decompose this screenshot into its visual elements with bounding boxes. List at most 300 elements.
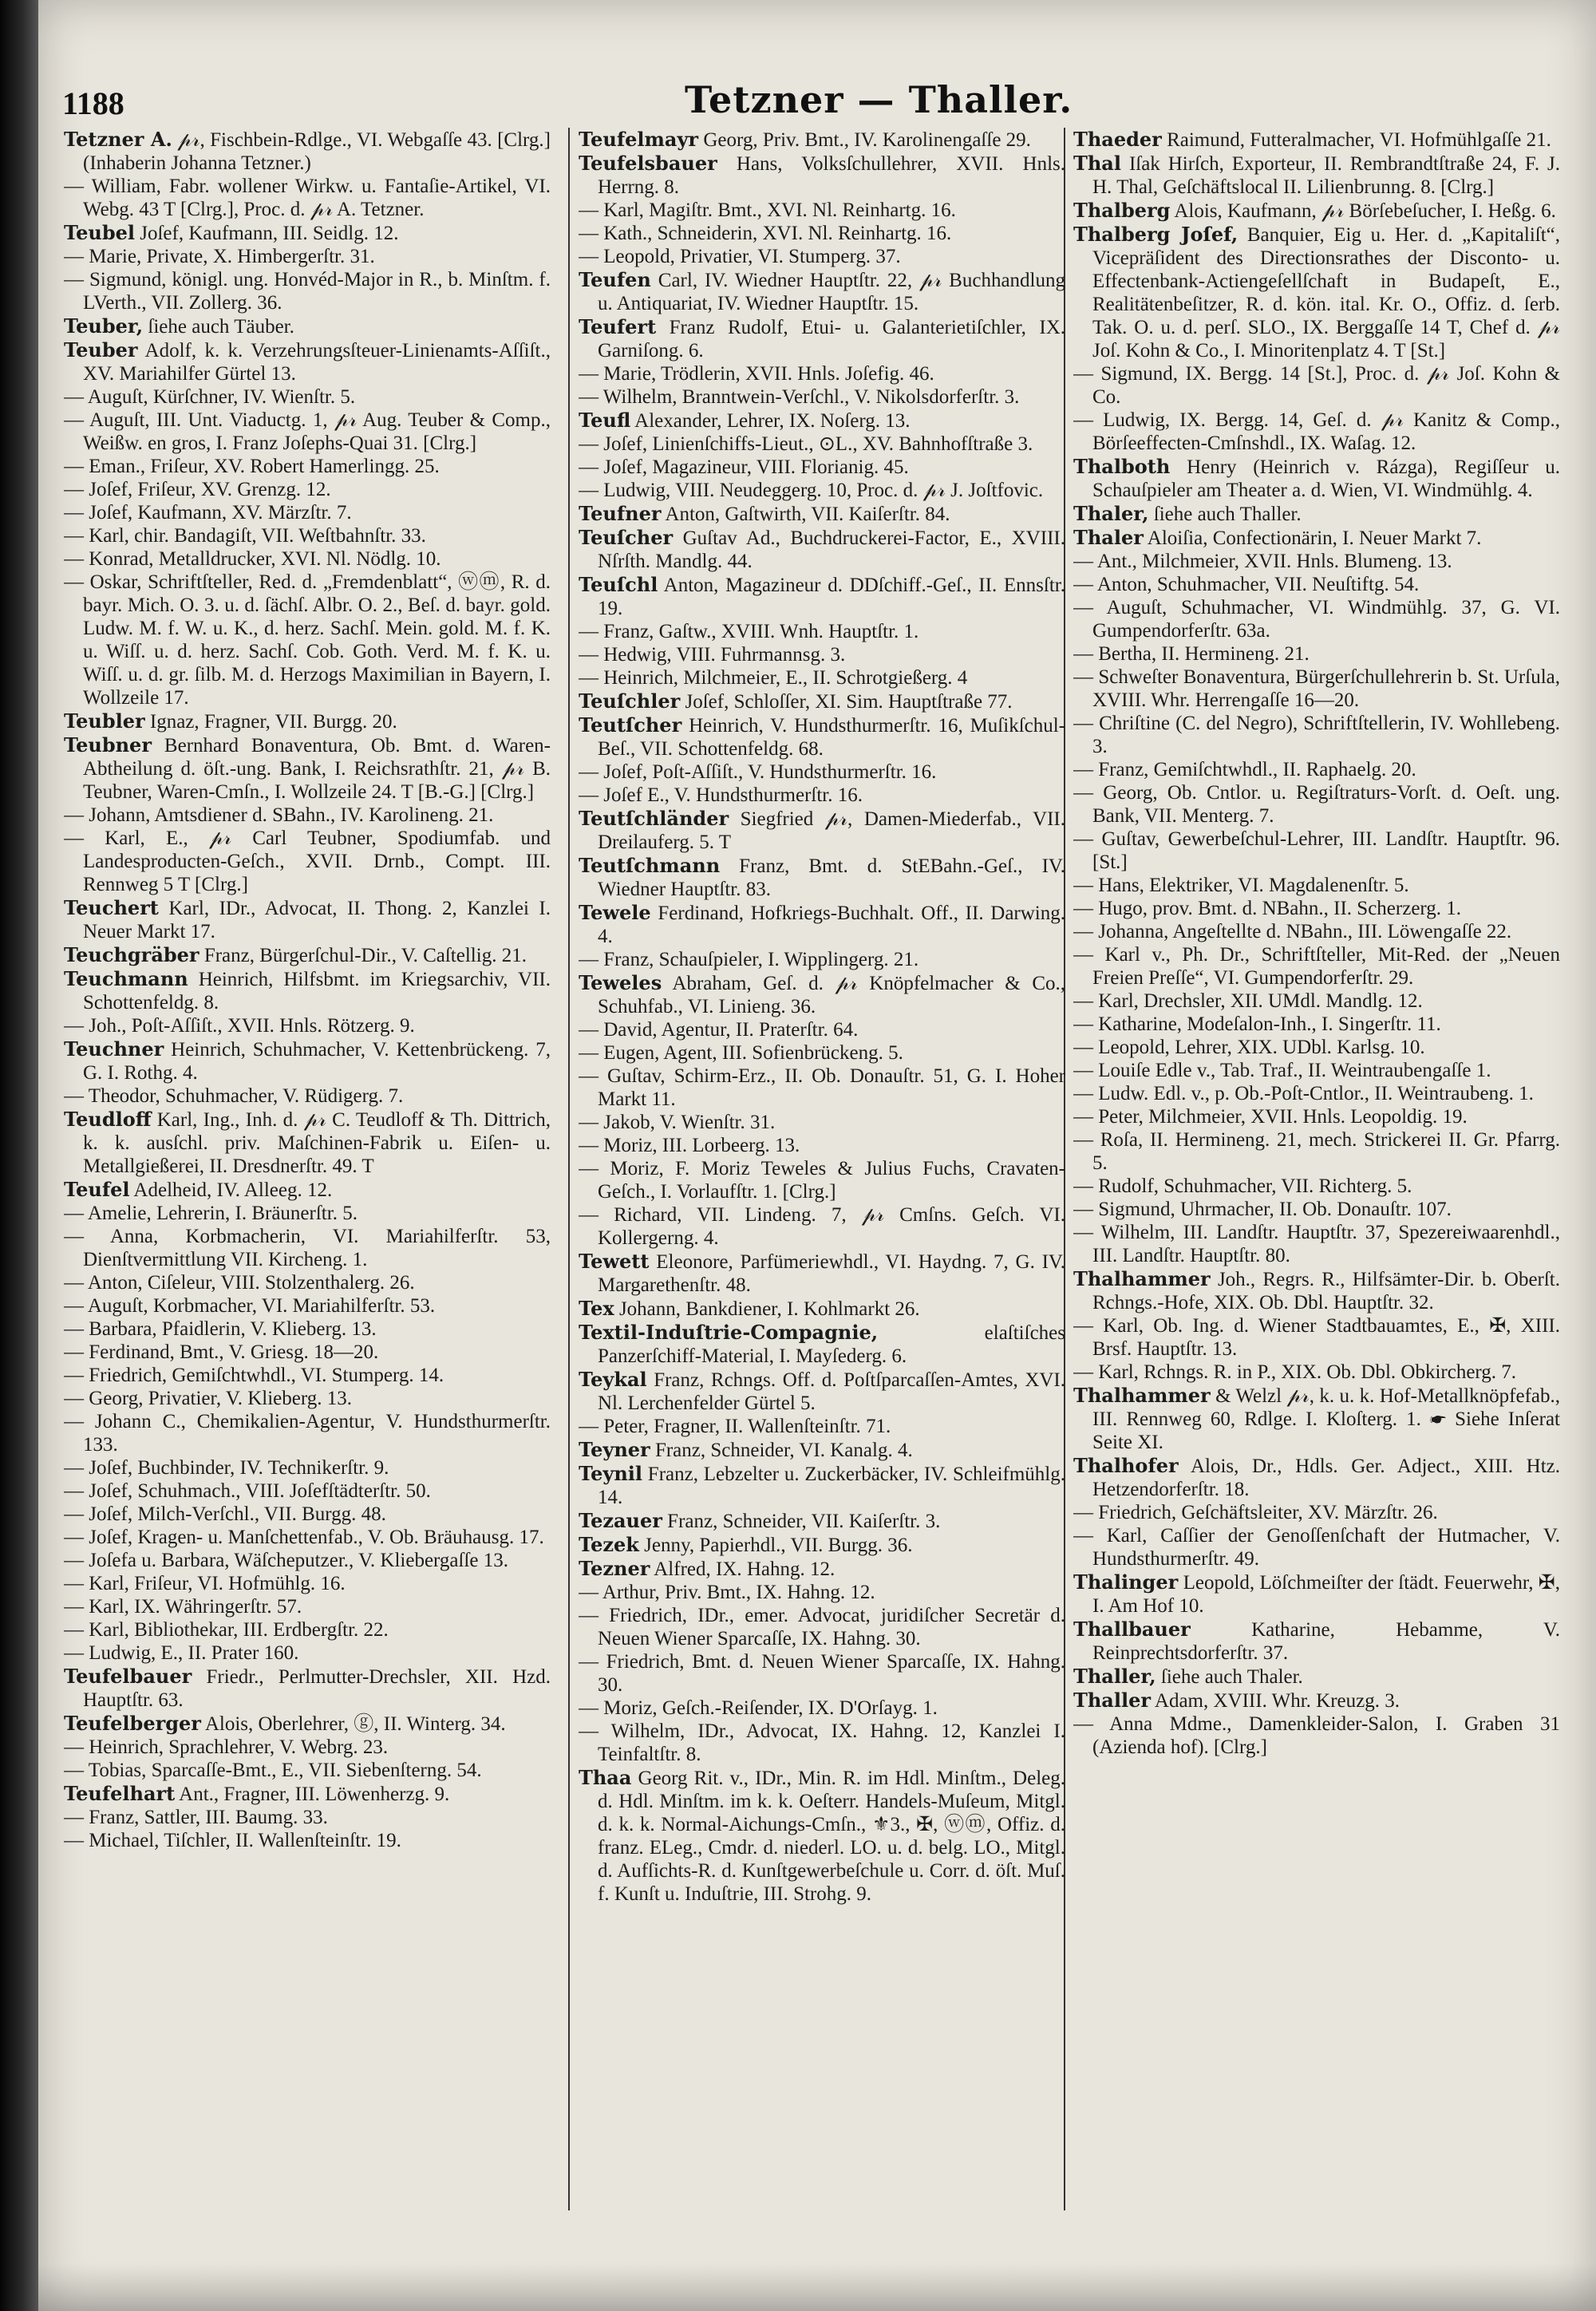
directory-entry <box>64 1108 551 1178</box>
entry-surname: Tezner <box>579 1557 650 1580</box>
entry-surname: Teubner <box>64 733 152 757</box>
entry-details: — Marie, Private, X. Himbergerſtr. 31. <box>64 246 375 267</box>
directory-entry <box>1073 920 1560 943</box>
entry-details: — Joſef, Friſeur, XV. Grenzg. 12. <box>64 479 331 500</box>
entry-details: — Joſef, Magazineur, VIII. Florianig. 45. <box>579 456 909 478</box>
entry-details: — Eugen, Agent, III. Sofienbrückeng. 5. <box>579 1042 903 1064</box>
entry-details: Heinrich, Hilfsbmt. im Kriegsarchiv, VII. Schottenfeldg. 8. <box>83 969 551 1013</box>
directory-entry <box>1073 573 1560 596</box>
directory-entry <box>1073 1384 1560 1454</box>
directory-entry <box>64 1526 551 1549</box>
column-1 <box>64 128 551 2282</box>
entry-surname: Textil-Induſtrie-Compagnie, <box>579 1321 879 1344</box>
entry-details: Adam, XVIII. Whr. Kreuzg. 3. <box>1154 1690 1400 1712</box>
entry-surname: Thaller <box>1073 1689 1152 1712</box>
entry-details: — Ant., Milchmeier, XVII. Hnls. Blumeng. 13. <box>1073 551 1452 572</box>
entry-details: Abraham, Geſ. d. 𝓅𝓇 Knöpfelmacher & Co., Schuhfab., VI. Linieng. 36. <box>598 973 1065 1017</box>
entry-details: Ferdinand, Hofkriegs-Buchhalt. Off., II. Darwing. 4. <box>598 903 1065 947</box>
directory-entry <box>64 896 551 943</box>
entry-surname: Teufelbauer <box>64 1665 192 1688</box>
directory-entry <box>1073 1361 1560 1384</box>
entry-surname: Tewett <box>579 1250 650 1273</box>
directory-entry <box>64 314 551 338</box>
entry-details: — Joſef, Buchbinder, IV. Technikerſtr. 9. <box>64 1457 389 1479</box>
directory-entry <box>1073 223 1560 362</box>
directory-entry <box>579 1438 1065 1462</box>
directory-entry <box>579 385 1065 409</box>
entry-surname: Teuſchler <box>579 689 681 713</box>
directory-entry <box>1073 455 1560 502</box>
directory-entry <box>1073 666 1560 712</box>
directory-entry <box>1073 642 1560 666</box>
directory-entry <box>64 1595 551 1618</box>
entry-details: — Auguſt, Korbmacher, VI. Mariahilferſtr. 53. <box>64 1295 436 1317</box>
directory-entry <box>64 967 551 1014</box>
directory-entry <box>1073 199 1560 223</box>
directory-entry <box>1073 128 1560 152</box>
entry-details: — Karl v., Ph. Dr., Schriftſteller, Mit-Red. der „Neuen Freien Preſſe“, VI. Gumpendorferſtr. 29. <box>1073 944 1560 989</box>
entry-details: Franz, Bmt. d. StEBahn.-Geſ., IV. Wiedner Hauptſtr. 83. <box>598 855 1065 900</box>
directory-entry <box>579 1134 1065 1157</box>
entry-details: Siegfried 𝓅𝓇, Damen-Miederfab., VII. Dreilauferg. 5. T <box>598 808 1065 853</box>
scan-left-edge <box>0 0 38 2311</box>
directory-entry <box>1073 1267 1560 1314</box>
directory-entry <box>579 1065 1065 1111</box>
entry-surname: Thalberg <box>1073 199 1171 222</box>
directory-entry <box>64 221 551 245</box>
directory-entry <box>579 1557 1065 1581</box>
directory-entry <box>1073 409 1560 455</box>
directory-entry <box>1073 1665 1560 1689</box>
entry-details: — Guſtav, Gewerbeſchul-Lehrer, III. Landſtr. Hauptſtr. 96. [St.] <box>1073 828 1560 873</box>
entry-details: — Hedwig, VIII. Fuhrmannsg. 3. <box>579 644 846 666</box>
directory-entry <box>579 643 1065 666</box>
directory-entry <box>64 709 551 733</box>
entry-details: — Auguſt, III. Unt. Viaductg. 1, 𝓅𝓇 Aug. Teuber & Comp., Weißw. en gros, I. Franz Joſephs-Quai 31. [Clrg.] <box>64 409 551 454</box>
directory-entry <box>1073 1105 1560 1128</box>
directory-entry <box>64 1641 551 1665</box>
entry-details: — Michael, Tiſchler, II. Wallenſteinſtr. 19. <box>64 1830 401 1851</box>
entry-details: — Anna, Korbmacherin, VI. Mariahilferſtr. 53, Dienſtvermittlung VII. Kircheng. 1. <box>64 1226 551 1270</box>
directory-entry <box>579 526 1065 573</box>
entry-details: — Leopold, Lehrer, XIX. UDbl. Karlsg. 10. <box>1073 1037 1425 1058</box>
entry-details: Franz Rudolf, Etui- u. Galanterietiſchler, IX. Garniſong. 6. <box>598 317 1065 361</box>
directory-entry <box>579 689 1065 713</box>
entry-details: — Sigmund, Uhrmacher, II. Ob. Donauſtr. 107. <box>1073 1199 1452 1220</box>
entry-details: — Hugo, prov. Bmt. d. NBahn., II. Scherzerg. 1. <box>1073 898 1462 919</box>
entry-surname: Thalboth <box>1073 455 1171 478</box>
entry-surname: Teuchner <box>64 1037 164 1061</box>
entry-details: Franz, Schneider, VII. Kaiſerſtr. 3. <box>667 1511 941 1532</box>
directory-entry <box>64 1618 551 1641</box>
entry-details: — Marie, Trödlerin, XVII. Hnls. Joſefig. 46. <box>579 363 934 385</box>
directory-entry <box>579 807 1065 854</box>
entry-details: — Hans, Elektriker, VI. Magdalenenſtr. 5. <box>1073 875 1409 896</box>
entry-surname: Teuchgräber <box>64 943 200 966</box>
entry-details: — Joſef, Kaufmann, XV. Märzſtr. 7. <box>64 502 352 523</box>
entry-details: — Karl, IX. Währingerſtr. 57. <box>64 1596 302 1618</box>
directory-entry <box>64 804 551 827</box>
page-number: 1188 <box>62 85 124 121</box>
entry-details: Henry (Heinrich v. Rázga), Regiſſeur u. Schauſpieler am Theater a. d. Wien, VI. Windmühlg. 4. <box>1092 456 1560 501</box>
directory-entry <box>64 1479 551 1503</box>
column-3 <box>1073 128 1560 2282</box>
entry-details: & Welzl 𝓅𝓇, k. u. k. Hof-Metallknöpfefab., III. Rennweg 60, Rdlge. I. Kloſterg. 1. ☛ Siehe Inſerat Seite XI. <box>1092 1385 1560 1453</box>
directory-entry <box>64 1503 551 1526</box>
directory-entry <box>1073 1082 1560 1105</box>
entry-surname: Tezek <box>579 1533 639 1556</box>
directory-entry <box>579 1157 1065 1203</box>
directory-entry <box>579 245 1065 268</box>
entry-details: — Tobias, Sparcaſſe-Bmt., E., VII. Siebenſterng. 54. <box>64 1760 482 1781</box>
directory-entry <box>1073 897 1560 920</box>
entry-details: Eleonore, Parfümeriewhdl., VI. Haydng. 7, G. IV. Margarethenſtr. 48. <box>598 1251 1065 1296</box>
entry-details: Georg, Priv. Bmt., IV. Karolinengaſſe 29. <box>703 129 1031 151</box>
entry-surname: Teufelmayr <box>579 128 699 151</box>
directory-entry <box>579 479 1065 502</box>
entry-surname: Tewele <box>579 901 651 924</box>
entry-details: — Kath., Schneiderin, XVI. Nl. Reinhartg. 16. <box>579 223 952 244</box>
directory-entry <box>64 1782 551 1806</box>
entry-details: — Peter, Milchmeier, XVII. Hnls. Leopoldig. 19. <box>1073 1106 1468 1128</box>
entry-surname: Teuchmann <box>64 967 188 990</box>
directory-entry <box>1073 502 1560 526</box>
directory-entry <box>1073 1618 1560 1665</box>
directory-entry <box>1073 550 1560 573</box>
directory-entry <box>64 1037 551 1084</box>
entry-surname: Thal <box>1073 152 1121 175</box>
entry-surname: Tezauer <box>579 1509 662 1532</box>
entry-surname: Teutſchländer <box>579 807 729 830</box>
entry-details: — Anna Mdme., Damenkleider-Salon, I. Graben 31 (Azienda hof). [Clrg.] <box>1073 1713 1560 1758</box>
entry-details: — Leopold, Privatier, VI. Stumperg. 37. <box>579 246 901 267</box>
directory-entry <box>579 1462 1065 1509</box>
directory-entry <box>579 1581 1065 1604</box>
entry-details: — Wilhelm, III. Landſtr. Hauptſtr. 37, Spezereiwaarenhdl., III. Landſtr. Hauptſtr. 80. <box>1073 1222 1560 1266</box>
entry-details: — Sigmund, königl. ung. Honvéd-Major in R., b. Minſtm. f. LVerth., VII. Zollerg. 36. <box>64 269 551 314</box>
entry-details: — Wilhelm, IDr., Advocat, IX. Hahng. 12, Kanzlei I. Teinfaltſtr. 8. <box>579 1720 1065 1765</box>
directory-entry <box>64 733 551 804</box>
directory-entry <box>579 1018 1065 1041</box>
directory-entry <box>579 222 1065 245</box>
entry-details: Johann, Bankdiener, I. Kohlmarkt 26. <box>618 1298 920 1320</box>
directory-entry <box>579 433 1065 456</box>
entry-surname: Teufner <box>579 502 662 525</box>
directory-entry <box>579 1766 1065 1906</box>
directory-entry <box>64 455 551 478</box>
entry-details: — Bertha, II. Hermineng. 21. <box>1073 643 1310 665</box>
directory-entry <box>579 1720 1065 1766</box>
entry-details: — Karl, chir. Bandagiſt, VII. Weſtbahnſtr. 33. <box>64 525 426 547</box>
entry-details: — Ludwig, VIII. Neudeggerg. 10, Proc. d. 𝓅𝓇 J. Joſtfovic. <box>579 480 1044 501</box>
entry-details: Alois, Dr., Hdls. Ger. Adject., XIII. Htz. Hetzendorferſtr. 18. <box>1092 1456 1560 1500</box>
directory-entry <box>1073 1128 1560 1175</box>
entry-details: — Amelie, Lehrerin, I. Bräunerſtr. 5. <box>64 1203 358 1224</box>
entry-surname: Teuber, <box>64 314 144 338</box>
directory-entry <box>64 1202 551 1225</box>
entry-details: — Johanna, Angeſtellte d. NBahn., III. Löwengaſſe 22. <box>1073 921 1512 942</box>
entry-details: — Oskar, Schriftſteller, Red. d. „Fremdenblatt“, ⓦⓜ, R. d. bayr. Mich. O. 3. u. d. ſächſ. Albr. O. 2., Beſ. d. bayr. gold. Ludw. M. f. W. u. K., d. herz. Sachſ. Mein. gold. M. f. K. u. Wiſſ. u. d. herz. Sachſ. Cob. Goth. Verd. M. f. K. u. Wiſſ. u. d. gr. ſilb. M. d. Herzogs Maximilian in Bayern, I. Wollzeile 17. <box>64 571 551 709</box>
entry-details: Hans, Volksſchullehrer, XVII. Hnls. Herrng. 8. <box>598 153 1065 198</box>
directory-entry <box>1073 781 1560 828</box>
directory-entry <box>64 175 551 221</box>
entry-details: — Moriz, Geſch.-Reiſender, IX. D'Orſayg. 1. <box>579 1697 938 1719</box>
entry-surname: Thaeder <box>1073 128 1162 151</box>
entry-details: — Georg, Ob. Cntlor. u. Regiſtraturs-Vorſt. d. Oeſt. ung. Bank, VII. Menterg. 7. <box>1073 782 1560 827</box>
directory-entry <box>579 1250 1065 1297</box>
entry-details: ſiehe auch Thaler. <box>1160 1666 1303 1688</box>
directory-entry <box>64 943 551 967</box>
directory-entry <box>1073 526 1560 550</box>
entry-details: — Wilhelm, Branntwein-Verſchl., V. Nikolsdorferſtr. 3. <box>579 386 1020 408</box>
directory-entry <box>1073 1175 1560 1198</box>
entry-details: — Ludwig, IX. Bergg. 14, Geſ. d. 𝓅𝓇 Kanitz & Comp., Börſeeffecten-Cmſnshdl., IX. Waſag. 12. <box>1073 409 1560 454</box>
entry-details: — Joſef E., V. Hundsthurmerſtr. 16. <box>579 784 863 806</box>
entry-surname: Thalhammer <box>1073 1384 1211 1407</box>
entry-surname: Thallbauer <box>1073 1618 1191 1641</box>
directory-entry <box>579 1203 1065 1250</box>
entry-details: — Franz, Gemiſchtwhdl., II. Raphaelg. 20. <box>1073 759 1416 780</box>
column-rule <box>568 128 570 2210</box>
entry-details: — Auguſt, Kürſchner, IV. Wienſtr. 5. <box>64 386 356 408</box>
entry-details: Alfred, IX. Hahng. 12. <box>654 1558 836 1580</box>
directory-entry <box>1073 1570 1560 1618</box>
running-head: Tetzner — Thaller. <box>685 78 1073 121</box>
entry-surname: Thaa <box>579 1766 632 1789</box>
directory-entry <box>1073 1454 1560 1501</box>
directory-entry <box>579 1650 1065 1697</box>
entry-details: — Peter, Fragner, II. Wallenſteinſtr. 71. <box>579 1416 891 1437</box>
entry-details: — Joh., Poſt-Aſſiſt., XVII. Hnls. Rötzerg. 9. <box>64 1015 415 1037</box>
entry-details: Friedr., Perlmutter-Drechsler, XII. Hzd. Hauptſtr. 63. <box>83 1666 551 1711</box>
directory-entry <box>64 1410 551 1456</box>
directory-entry <box>64 1665 551 1712</box>
column-2 <box>579 128 1065 2282</box>
directory-entry <box>579 948 1065 971</box>
entry-details: — Theodor, Schuhmacher, V. Rüdigerg. 7. <box>64 1085 404 1107</box>
entry-details: — Heinrich, Milchmeier, E., II. Schrotgießerg. 4 <box>579 667 968 689</box>
entry-details: 𝓅𝓇, Fischbein-Rdlge., VI. Webgaſſe 43. [Clrg.] (Inhaberin Johanna Tetzner.) <box>83 129 551 174</box>
entry-details: Ant., Fragner, III. Löwenherzg. 9. <box>179 1784 450 1805</box>
entry-surname: Thaler, <box>1073 502 1149 525</box>
entry-details: — Karl, Bibliothekar, III. Erdbergſtr. 22. <box>64 1619 389 1641</box>
entry-details: — Schweſter Bonaventura, Bürgerſchullehrerin b. St. Urſula, XVIII. Whr. Herrengaſſe 16—20. <box>1073 666 1560 711</box>
entry-surname: Teubel <box>64 221 135 244</box>
entry-surname: Teufelberger <box>64 1712 201 1735</box>
entry-details: — Roſa, II. Hermineng. 21, mech. Strickerei II. Gr. Pfarrg. 5. <box>1073 1129 1560 1174</box>
entry-surname: Thalhammer <box>1073 1267 1211 1290</box>
directory-entry <box>64 245 551 268</box>
entry-details: — Richard, VII. Lindeng. 7, 𝓅𝓇 Cmſns. Geſch. VI. Kollergerng. 4. <box>579 1204 1065 1249</box>
entry-surname: Teufl <box>579 409 631 432</box>
directory-entry <box>64 1225 551 1271</box>
entry-surname: Thalberg Joſef, <box>1073 223 1238 246</box>
entry-details: — Karl, Drechsler, XII. UMdl. Mandlg. 12. <box>1073 990 1423 1012</box>
entry-surname: Teufert <box>579 315 657 338</box>
entry-details: — Georg, Privatier, V. Klieberg. 13. <box>64 1388 352 1409</box>
directory-entry <box>64 1364 551 1387</box>
entry-details: Heinrich, Schuhmacher, V. Kettenbrückeng. 7, G. I. Rothg. 4. <box>83 1039 551 1084</box>
entry-details: — Anton, Schuhmacher, VII. Neuſtiftg. 54. <box>1073 574 1420 595</box>
entry-details: — Franz, Sattler, III. Baumg. 33. <box>64 1807 328 1828</box>
directory-entry <box>579 1533 1065 1557</box>
directory-entry <box>1073 596 1560 642</box>
entry-surname: Teyner <box>579 1438 650 1461</box>
entry-details: ſiehe auch Täuber. <box>148 316 294 338</box>
entry-surname: Teuſcher <box>579 526 674 549</box>
entry-details: — Moriz, F. Moriz Teweles & Julius Fuchs, Cravaten-Geſch., I. Vorlaufſtr. 1. [Clrg.] <box>579 1158 1065 1203</box>
directory-entry <box>64 1572 551 1595</box>
directory-entry <box>579 620 1065 643</box>
entry-surname: Teynil <box>579 1462 643 1485</box>
entry-surname: Teykal <box>579 1368 647 1391</box>
directory-entry <box>579 152 1065 199</box>
entry-details: — Jakob, V. Wienſtr. 31. <box>579 1112 776 1133</box>
entry-details: — Guſtav, Schirm-Erz., II. Ob. Donauſtr. 51, G. I. Hoher Markt 11. <box>579 1065 1065 1110</box>
directory-entry <box>579 854 1065 901</box>
entry-details: — Karl, Caſſier der Genoſſenſchaft der Hutmacher, V. Hundsthurmerſtr. 49. <box>1073 1525 1560 1570</box>
entry-details: — Louiſe Edle v., Tab. Traf., II. Weintraubengaſſe 1. <box>1073 1060 1491 1081</box>
directory-entry <box>64 1806 551 1829</box>
directory-entry <box>64 1829 551 1852</box>
entry-details: — Ludwig, E., II. Prater 160. <box>64 1642 299 1664</box>
directory-entry <box>64 1341 551 1364</box>
directory-entry <box>579 268 1065 315</box>
directory-entry <box>1073 1059 1560 1082</box>
directory-entry <box>1073 943 1560 990</box>
directory-entry <box>64 571 551 709</box>
directory-entry <box>1073 874 1560 897</box>
directory-entry <box>579 502 1065 526</box>
entry-details: — Joſef, Poſt-Aſſiſt., V. Hundsthurmerſtr. 16. <box>579 761 937 783</box>
entry-details: Joh., Regrs. R., Hilfsämter-Dir. b. Oberſt. Rchngs.-Hofe, XIX. Ob. Dbl. Hauptſtr. 32. <box>1092 1269 1560 1314</box>
entry-details: — Arthur, Priv. Bmt., IX. Hahng. 12. <box>579 1582 875 1603</box>
entry-details: — Auguſt, Schuhmacher, VI. Windmühlg. 37, G. VI. Gumpendorferſtr. 63a. <box>1073 597 1560 642</box>
entry-details: Joſef, Kaufmann, III. Seidlg. 12. <box>140 223 399 244</box>
entry-details: — Karl, E., 𝓅𝓇 Carl Teubner, Spodiumfab. und Landesproducten-Geſch., XVII. Drnb., Compt. III. Rennweg 5 T [Clrg.] <box>64 828 551 895</box>
entry-details: Franz, Rchngs. Off. d. Poſtſparcaſſen-Amtes, XVI. Nl. Lerchenfelder Gürtel 5. <box>598 1369 1065 1414</box>
directory-entry <box>579 1697 1065 1720</box>
entry-details: Alexander, Lehrer, IX. Noſerg. 13. <box>634 410 911 432</box>
directory-entry <box>64 268 551 314</box>
entry-surname: Teutſcher <box>579 713 682 737</box>
entry-details: — Rudolf, Schuhmacher, VII. Richterg. 5. <box>1073 1175 1412 1197</box>
entry-details: — Franz, Schauſpieler, I. Wipplingerg. 21. <box>579 949 919 970</box>
directory-entry <box>64 385 551 409</box>
directory-entry <box>64 1178 551 1202</box>
entry-details: Karl, IDr., Advocat, II. Thong. 2, Kanzlei I. Neuer Markt 17. <box>83 898 551 942</box>
directory-entry <box>1073 1713 1560 1759</box>
directory-entry <box>579 456 1065 479</box>
entry-details: — Karl, Ob. Ing. d. Wiener Stadtbauamtes, E., ✠, XIII. Brsf. Hauptſtr. 13. <box>1073 1315 1560 1360</box>
entry-details: Alois, Kaufmann, 𝓅𝓇 Börſebeſucher, I. Heßg. 6. <box>1174 200 1556 222</box>
page-header <box>62 73 1555 121</box>
entry-surname: Tetzner A. <box>64 128 172 151</box>
entry-details: Franz, Lebzelter u. Zuckerbäcker, IV. Schleifmühlg. 14. <box>598 1464 1065 1508</box>
entry-surname: Thaler <box>1073 526 1144 549</box>
entry-details: Karl, Ing., Inh. d. 𝓅𝓇 C. Teudloff & Th. Dittrich, k. k. ausſchl. priv. Maſchinen-Fabrik u. Eiſen- u. Metallgießerei, II. Dresdnerſtr. 49. T <box>83 1109 551 1177</box>
directory-entry <box>64 501 551 524</box>
entry-details: Guſtav Ad., Buchdruckerei-Factor, E., XVIII. Nſrſth. Mandlg. 44. <box>598 527 1065 572</box>
directory-entry <box>1073 1501 1560 1524</box>
directory-entry <box>579 1509 1065 1533</box>
entry-details: Anton, Magazineur d. DDſchiff.-Geſ., II. Ennsſtr. 19. <box>598 575 1065 619</box>
directory-entry <box>1073 828 1560 874</box>
directory-entry <box>579 128 1065 152</box>
entry-details: — Karl, Magiſtr. Bmt., XVI. Nl. Reinhartg. 16. <box>579 199 956 221</box>
entry-details: — Anton, Ciſeleur, VIII. Stolzenthalerg. 26. <box>64 1272 415 1294</box>
entry-details: — Karl, Rchngs. R. in P., XIX. Ob. Dbl. Obkircherg. 7. <box>1073 1361 1517 1383</box>
entry-details: Banquier, Eig u. Her. d. „Kapitaliſt“, Vicepräſident des Directionsrathes der Disconto- u. Effectenbank-Actiengeſellſchaft in Budapeſt, E., Realitätenbeſitzer, R. d. kön. ital. Kr. O., Offiz. d. ſerb. Tak. O. u. d. perſ. SLO., IX. Berggaſſe 14 T, Chef d. 𝓅𝓇 Joſ. Kohn & Co., I. Minoritenplatz 4. T [St.] <box>1092 224 1560 361</box>
directory-entry <box>579 971 1065 1018</box>
entry-details: Heinrich, V. Hundsthurmerſtr. 16, Muſikſchul-Beſ., VII. Schottenfeldg. 68. <box>598 715 1065 760</box>
entry-surname: Thaller, <box>1073 1665 1156 1688</box>
directory-entry <box>64 1759 551 1782</box>
scan-shadow <box>38 2263 1596 2311</box>
directory-entry <box>64 1084 551 1108</box>
entry-details: — Joſef, Linienſchiffs-Lieut., ⊙L., XV. Bahnhofſtraße 3. <box>579 433 1033 455</box>
entry-details: Iſak Hirſch, Exporteur, II. Rembrandtſtraße 24, F. J. H. Thal, Geſchäftslocal II. Lilienbrunng. 8. [Clrg.] <box>1092 153 1560 198</box>
directory-entry <box>579 1604 1065 1650</box>
entry-details: — Friedrich, IDr., emer. Advocat, juridiſcher Secretär d. Neuen Wiener Sparcaſſe, IX. Hahng. 30. <box>579 1605 1065 1649</box>
entry-details: — William, Fabr. wollener Wirkw. u. Fantaſie-Artikel, VI. Webg. 43 T [Clrg.], Proc. d. 𝓅𝓇 A. Tetzner. <box>64 176 551 220</box>
entry-details: Adolf, k. k. Verzehrungsſteuer-Linienamts-Aſſiſt., XV. Mariahilfer Gürtel 13. <box>83 340 551 385</box>
entry-details: Franz, Schneider, VI. Kanalg. 4. <box>654 1440 913 1461</box>
directory-entry <box>1073 1689 1560 1713</box>
directory-entry <box>64 409 551 455</box>
entry-details: — Heinrich, Sprachlehrer, V. Webrg. 23. <box>64 1736 389 1758</box>
directory-entry <box>579 1041 1065 1065</box>
entry-details: ſiehe auch Thaller. <box>1153 504 1302 525</box>
directory-entry <box>579 666 1065 689</box>
directory-entry <box>1073 1221 1560 1267</box>
entry-surname: Thalhofer <box>1073 1454 1179 1477</box>
entry-surname: Teufel <box>64 1178 130 1201</box>
directory-entry <box>1073 990 1560 1013</box>
directory-entry <box>64 478 551 501</box>
entry-details: — Johann, Amtsdiener d. SBahn., IV. Karolineng. 21. <box>64 804 494 826</box>
directory-entry <box>64 547 551 571</box>
entry-details: — Katharine, Modeſalon-Inh., I. Singerſtr. 11. <box>1073 1013 1441 1035</box>
entry-details: Georg Rit. v., IDr., Min. R. im Hdl. Minſtm., Deleg. d. Hdl. Minſtm. im k. k. Oeſterr. Handels-Muſeum, Mitgl. d. k. k. Normal-Aichungs-Cmſn., ⚜3., ✠, ⓦⓜ, Offiz. d. franz. ELeg., Cmdr. d. niederl. LO. u. d. belg. LO., Mitgl. d. Aufſichts-R. d. Kunſtgewerbeſchule u. Corr. d. öſt. Muſ. f. Kunſt u. Induſtrie, III. Strohg. 9. <box>598 1768 1065 1905</box>
directory-entry <box>579 315 1065 362</box>
directory-entry <box>579 409 1065 433</box>
entry-surname: Teweles <box>579 971 662 994</box>
entry-surname: Teufelhart <box>64 1782 176 1805</box>
entry-details: Raimund, Futteralmacher, VI. Hofmühlgaſſe 21. <box>1167 129 1551 151</box>
directory-entry <box>1073 758 1560 781</box>
entry-details: Adelheid, IV. Alleeg. 12. <box>133 1179 333 1201</box>
entry-surname: Teufelsbauer <box>579 152 717 175</box>
entry-details: — Chriſtine (C. del Negro), Schriftſtellerin, IV. Wohllebeng. 3. <box>1073 713 1560 757</box>
entry-details: — Franz, Gaſtw., XVIII. Wnh. Hauptſtr. 1. <box>579 621 919 642</box>
directory-entry <box>64 1014 551 1037</box>
entry-details: — Joſef, Schuhmach., VIII. Joſefſtädterſtr. 50. <box>64 1480 431 1502</box>
directory-entry <box>579 784 1065 807</box>
entry-details: Bernhard Bonaventura, Ob. Bmt. d. Waren-Abtheilung d. öſt.-ung. Bank, I. Reichsrathſtr. 21, 𝓅𝓇 B. Teubner, Waren-Cmſn., I. Wollzeile 24. T [B.-G.] [Clrg.] <box>83 735 551 803</box>
directory-entry <box>579 573 1065 620</box>
entry-details: — Joſef, Kragen- u. Manſchettenfab., V. Ob. Bräuhausg. 17. <box>64 1527 544 1548</box>
directory-entry <box>579 901 1065 948</box>
directory-entry <box>64 1387 551 1410</box>
entry-details: Joſef, Schloſſer, XI. Sim. Hauptſtraße 77. <box>685 691 1013 713</box>
entry-details: — Sigmund, IX. Bergg. 14 [St.], Proc. d. 𝓅𝓇 Joſ. Kohn & Co. <box>1073 363 1560 408</box>
directory-entry <box>579 199 1065 222</box>
entry-details: Franz, Bürgerſchul-Dir., V. Caſtellig. 21. <box>203 945 527 966</box>
entry-details: — Johann C., Chemikalien-Agentur, V. Hundsthurmerſtr. 133. <box>64 1411 551 1456</box>
directory-entry <box>1073 712 1560 758</box>
entry-details: — Friedrich, Geſchäftsleiter, XV. Märzſtr. 26. <box>1073 1502 1438 1523</box>
